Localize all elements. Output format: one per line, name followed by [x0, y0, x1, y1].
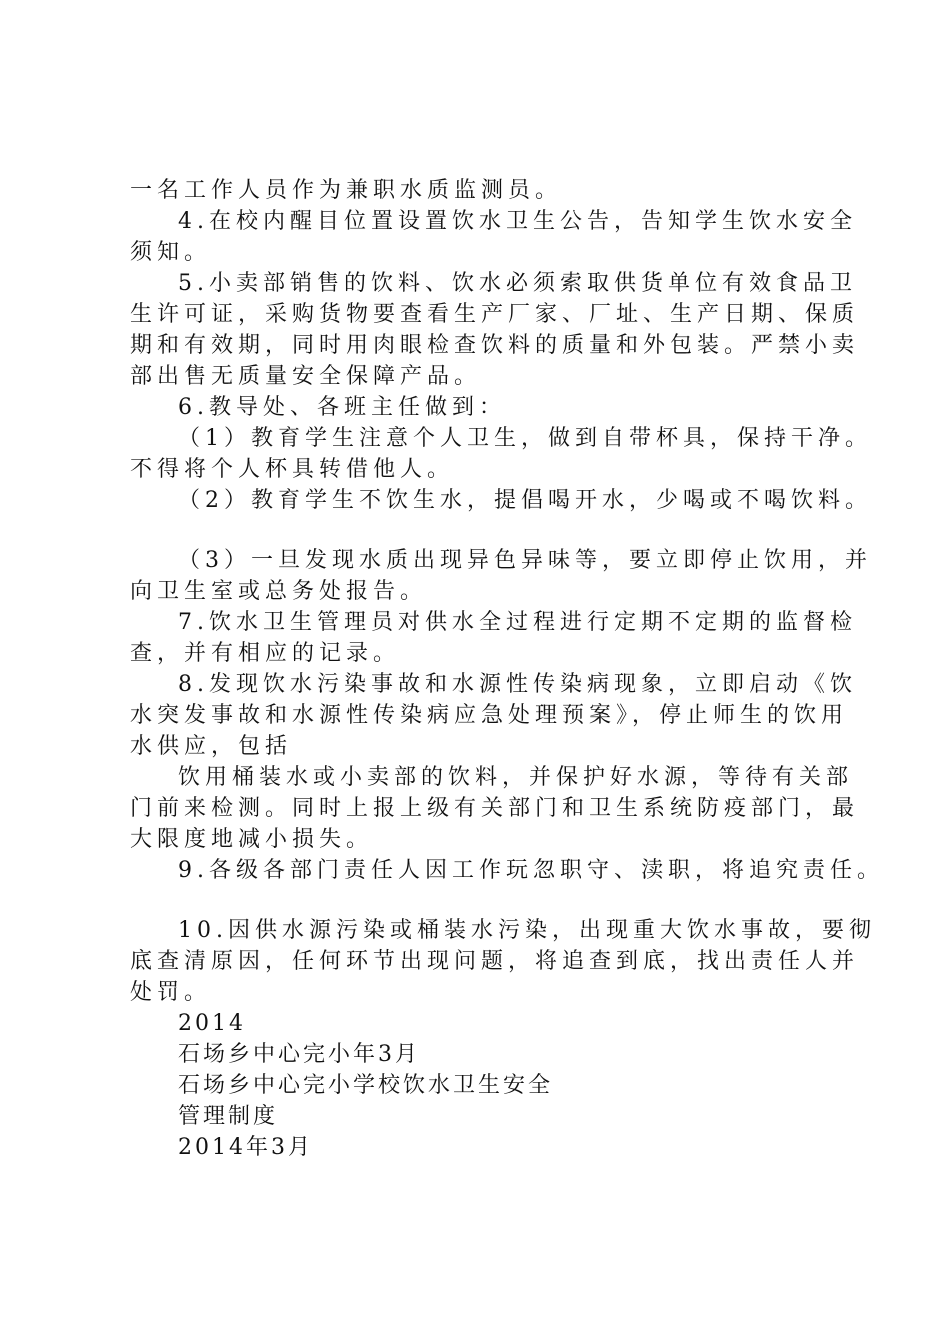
text-line: 9.各级各部门责任人因工作玩忽职守、渎职，将追究责任。 [178, 858, 884, 883]
text-line: 饮用桶装水或小卖部的饮料，并保护好水源，等待有关部 [178, 765, 854, 790]
text-line: （2）教育学生不饮生水，提倡喝开水，少喝或不喝饮料。 [178, 488, 872, 513]
text-line: 向卫生室或总务处报告。 [130, 579, 428, 604]
text-line: 4.在校内醒目位置设置饮水卫生公告，告知学生饮水安全 [178, 209, 857, 234]
text-line: 部出售无质量安全保障产品。 [130, 364, 482, 389]
signature-line: 管理制度 [178, 1104, 279, 1129]
text-line: 查，并有相应的记录。 [130, 641, 401, 666]
text-line: 不得将个人杯具转借他人。 [130, 457, 455, 482]
text-line: 5.小卖部销售的饮料、饮水必须索取供货单位有效食品卫 [178, 271, 857, 296]
text-line: 8.发现饮水污染事故和水源性传染病现象，立即启动《饮 [178, 672, 857, 697]
signature-line: 石场乡中心完小学校饮水卫生安全 [178, 1073, 554, 1098]
text-line: 6.教导处、各班主任做到： [178, 395, 506, 420]
text-line: 底查清原因，任何环节出现问题，将追查到底，找出责任人并 [130, 949, 860, 974]
text-line: （1）教育学生注意个人卫生，做到自带杯具，保持干净。 [178, 426, 872, 451]
text-line: 水供应，包括 [130, 734, 293, 759]
text-line: 水突发事故和水源性传染病应急处理预案》，停止师生的饮用 [130, 703, 849, 728]
text-line: 一名工作人员作为兼职水质监测员。 [130, 178, 563, 203]
text-line: 大限度地减小损失。 [130, 827, 374, 852]
text-line: 10.因供水源污染或桶装水污染，出现重大饮水事故，要彻 [178, 918, 876, 943]
text-line: 处罚。 [130, 980, 212, 1005]
text-line: 期和有效期，同时用肉眼检查饮料的质量和外包装。严禁小卖 [130, 333, 860, 358]
text-line: 门前来检测。同时上报上级有关部门和卫生系统防疫部门，最 [130, 796, 860, 821]
text-line: 须知。 [130, 240, 212, 265]
signature-line: 2014年3月 [178, 1135, 313, 1160]
signature-line: 2014 [178, 1011, 246, 1036]
signature-line: 石场乡中心完小年3月 [178, 1042, 420, 1067]
text-line: （3）一旦发现水质出现异色异味等，要立即停止饮用，并 [178, 548, 872, 573]
text-line: 生许可证，采购货物要查看生产厂家、厂址、生产日期、保质 [130, 302, 860, 327]
text-line: 7.饮水卫生管理员对供水全过程进行定期不定期的监督检 [178, 610, 857, 635]
